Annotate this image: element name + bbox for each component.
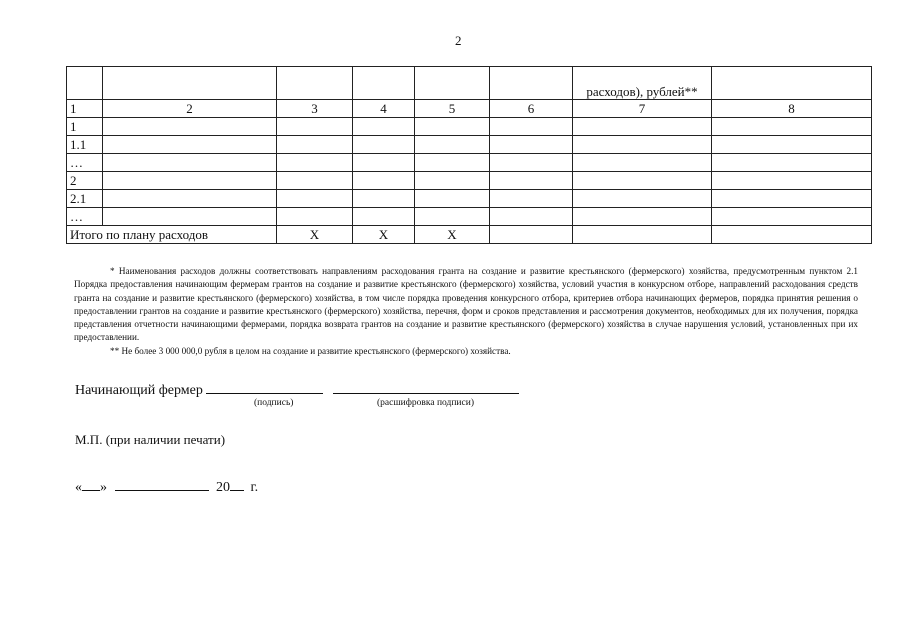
table-row [67,208,872,226]
row-label: 2.1 [67,190,103,208]
date-block [75,478,258,496]
table-header-text-row [67,67,872,100]
signature-label: Начинающий фермер [75,383,203,398]
table-row [67,172,872,190]
footnotes [74,265,858,358]
footnote-2: ** Не более 3 000 000,0 рубля в целом на создание и развитие крестьянского (фермерского) хозяйства. [110,345,511,356]
signature-line[interactable] [206,381,323,394]
signature-block [75,381,519,399]
date-close-quote: » [100,480,107,495]
total-row [67,226,872,244]
header-col7-text: расходов), рублей** [573,67,712,100]
total-label: Итого по плану расходов [67,226,277,244]
decode-caption: (расшифровка подписи) [377,398,474,408]
footnote-1: * Наименования расходов должны соответствовать направлениям расходования гранта на создание и развитие крестьянского (фермерского) хозяйства, предусмотренным пунктом 2.1 Порядка предоставления начинающим фермерам грантов на создание и развитие крестьянского (фермерского) хозяйства, условий участия в конкурсном отборе, направлений расходования средств гранта на создание и развитие крестьянского (фермерского) хозяйства, в том числе порядка проведения конкурсного отбора, критериев отбора начинающих фермеров, порядка принятия решения о предоставлении грантов на создание и развитие крестьянского (фермерского) хозяйства, перечня, форм и сроков представления и рассмотрения документов, необходимых для их получения, порядка представления отчетности начинающими фермерами, порядка возврата грантов на создание и развитие крестьянского (фермерского) хозяйства в случае нарушения условий, установленных при их предоставлении. [74,266,858,343]
column-number: 1 [67,100,103,118]
table-row [67,154,872,172]
row-label: … [67,154,103,172]
total-x-col4: Х [353,226,415,244]
date-open-quote: « [75,480,82,495]
row-label: 1 [67,118,103,136]
signature-caption: (подпись) [254,398,294,408]
column-number: 4 [353,100,415,118]
column-number: 2 [103,100,277,118]
expense-plan-table [66,66,872,244]
total-x-col3: Х [277,226,353,244]
table-row [67,136,872,154]
row-label: … [67,208,103,226]
stamp-note: М.П. (при наличии печати) [75,432,226,447]
total-x-col5: Х [415,226,490,244]
month-field[interactable] [115,478,209,491]
row-label: 2 [67,172,103,190]
column-number-row [67,100,872,118]
signature-decode-line[interactable] [333,381,519,394]
column-number: 7 [573,100,712,118]
year-prefix: 20 [216,480,230,495]
table-row [67,190,872,208]
column-number: 6 [490,100,573,118]
page-number: 2 [455,33,462,48]
column-number: 3 [277,100,353,118]
column-number: 8 [712,100,872,118]
year-field[interactable] [230,478,244,491]
day-field[interactable] [82,478,100,491]
year-suffix: г. [250,480,259,495]
row-label: 1.1 [67,136,103,154]
table-row [67,118,872,136]
column-number: 5 [415,100,490,118]
